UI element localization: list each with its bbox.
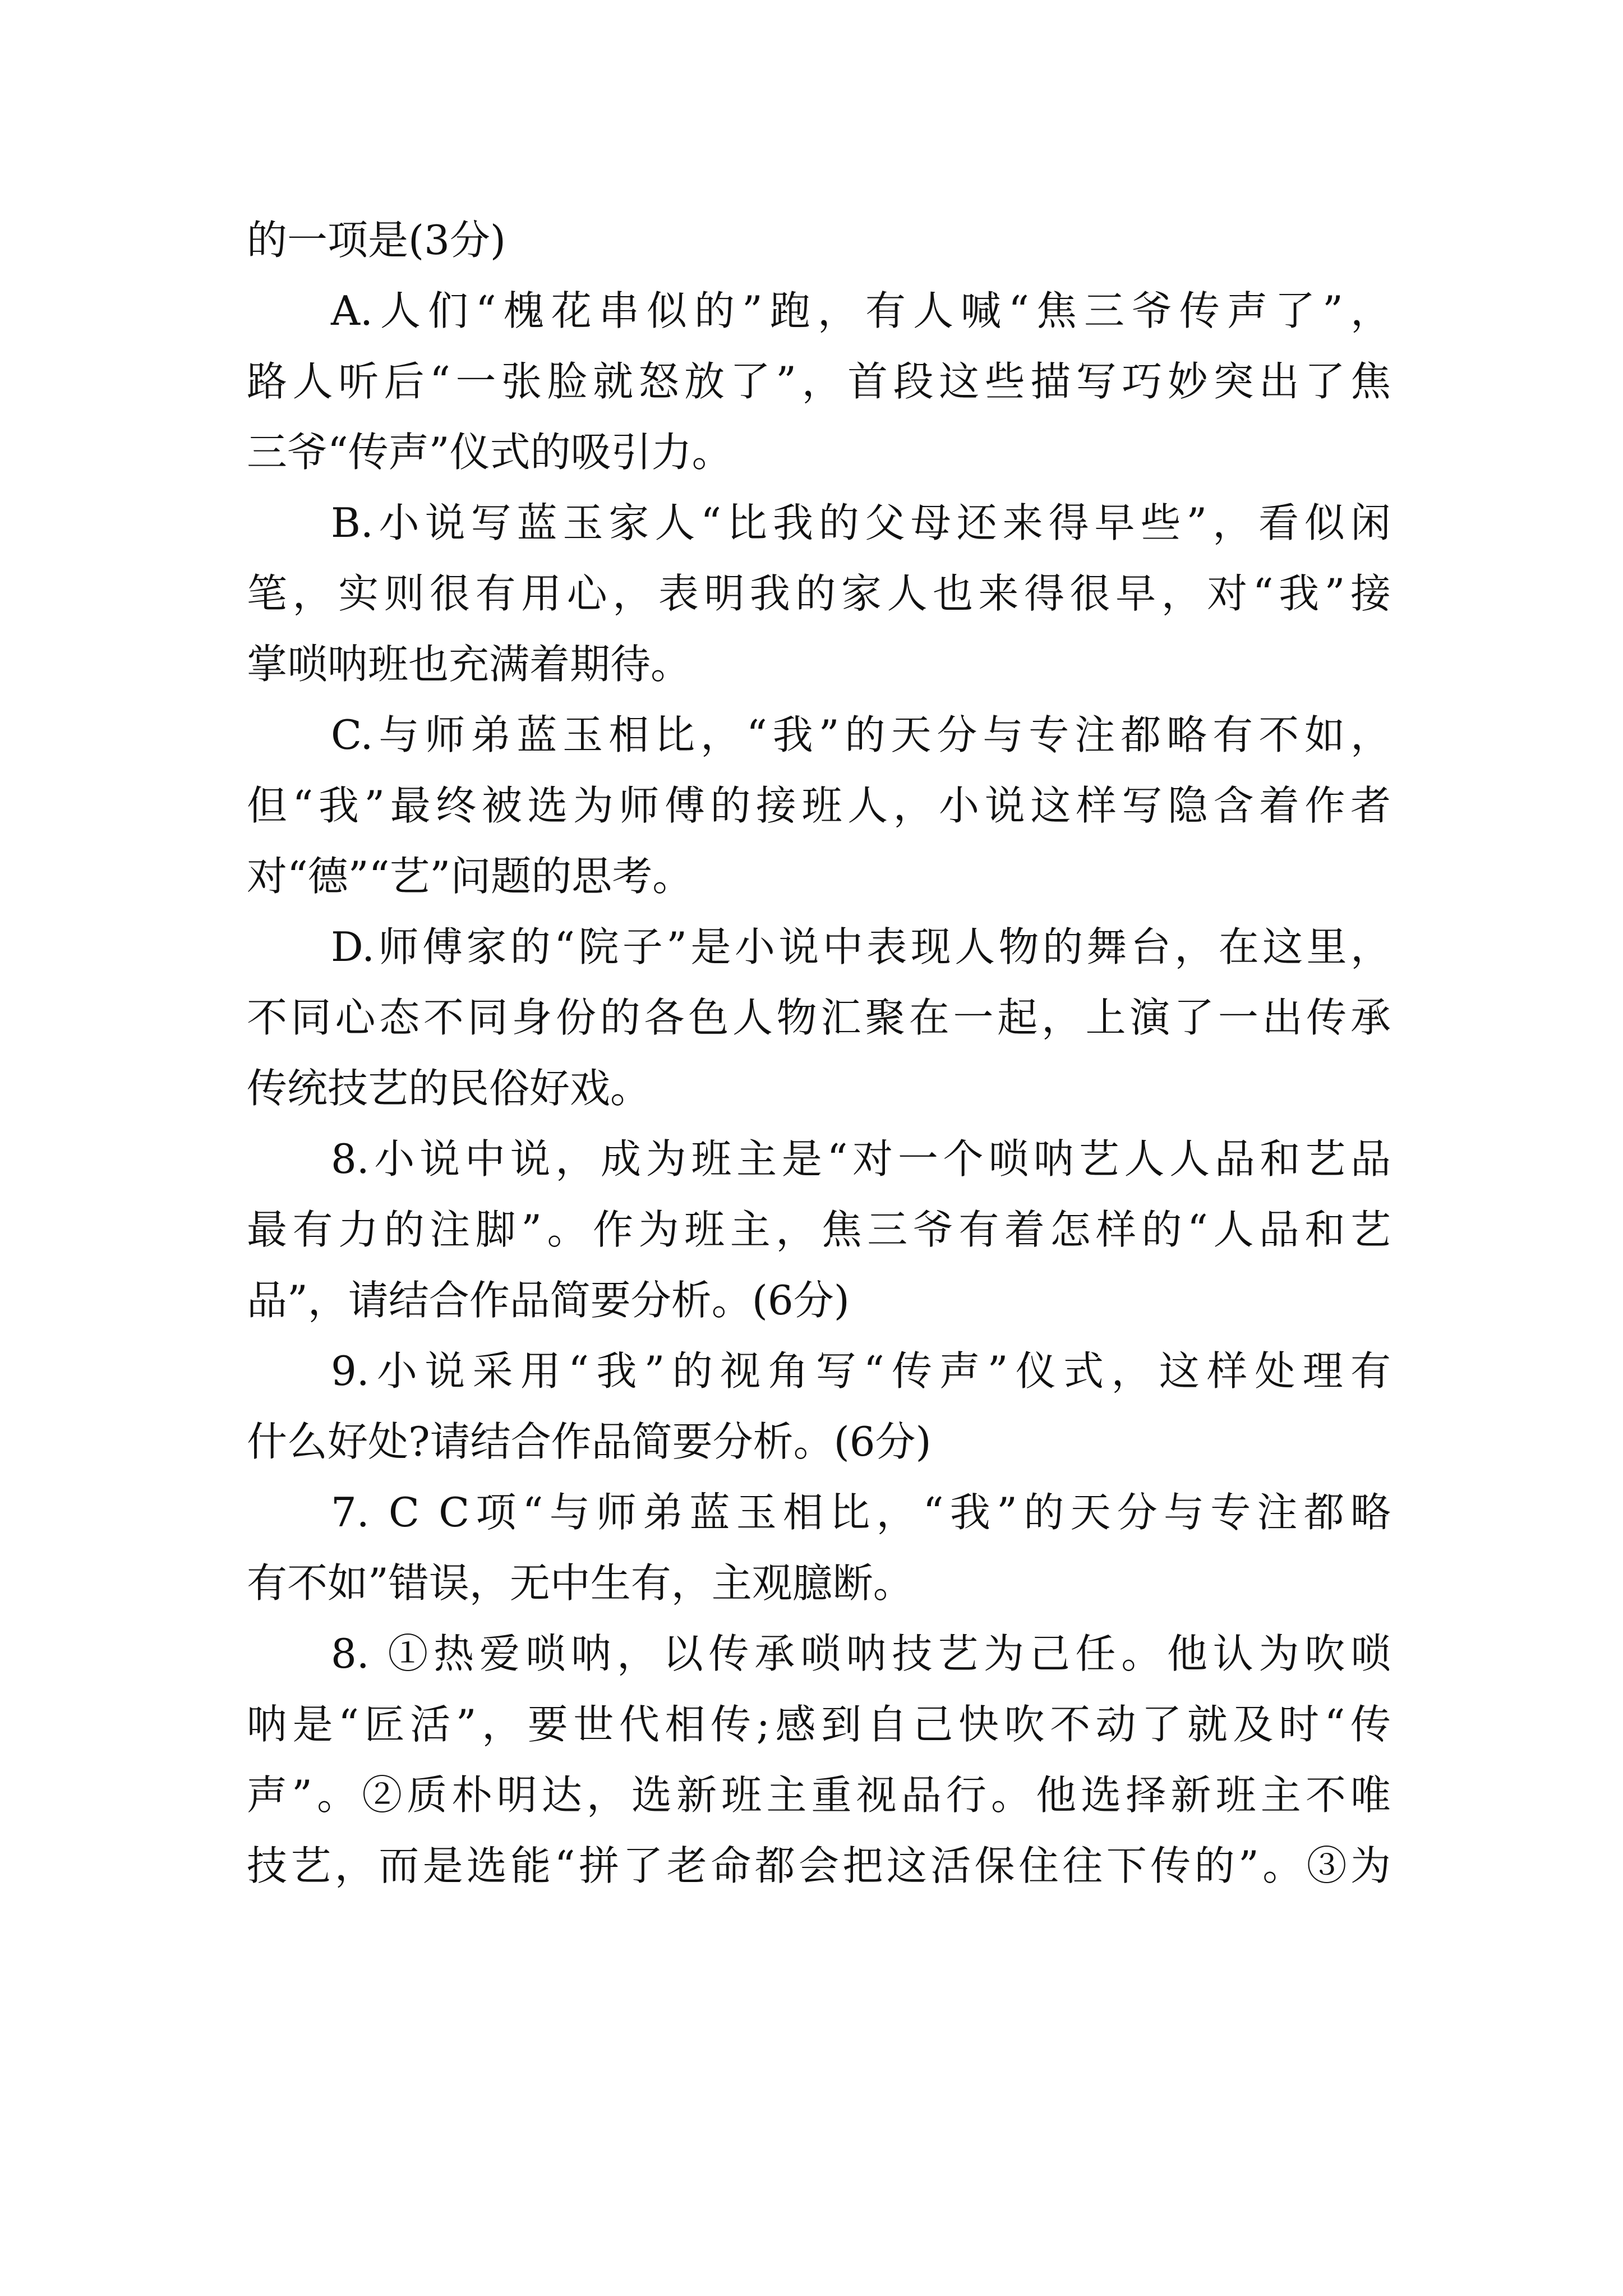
text-line: 不同心态不同身份的各色人物汇聚在一起，上演了一出传承 xyxy=(247,994,1391,1041)
text-line: 7. C C项“与师弟蓝玉相比，“我”的天分与专注都略 xyxy=(331,1489,1391,1536)
option-d xyxy=(247,912,1391,1124)
text-line: 掌唢呐班也充满着期待。 xyxy=(247,641,691,688)
text-line: 有不如”错误，无中生有，主观臆断。 xyxy=(247,1559,914,1607)
text-line: C.与师弟蓝玉相比，“我”的天分与专注都略有不如， xyxy=(331,711,1391,758)
text-line: 8. ①热爱唢呐，以传承唢呐技艺为己任。他认为吹唢 xyxy=(331,1630,1391,1677)
text-line: 声”。②质朴明达，选新班主重视品行。他选择新班主不唯 xyxy=(247,1772,1391,1819)
answer-8 xyxy=(247,1618,1391,1901)
text-line: A.人们“槐花串似的”跑，有人喊“焦三爷传声了”， xyxy=(331,287,1391,334)
document-page xyxy=(247,205,1391,1901)
option-b xyxy=(247,487,1391,700)
text-line: 8.小说中说，成为班主是“对一个唢呐艺人人品和艺品 xyxy=(331,1135,1391,1182)
text-line: 笔，实则很有用心，表明我的家人也来得很早，对“我”接 xyxy=(247,570,1391,617)
text-line: 但“我”最终被选为师傅的接班人，小说这样写隐含着作者 xyxy=(247,782,1391,829)
option-c xyxy=(247,700,1391,912)
text-line: 呐是“匠活”，要世代相传;感到自己快吹不动了就及时“传 xyxy=(247,1701,1391,1748)
text-line: 最有力的注脚”。作为班主，焦三爷有着怎样的“人品和艺 xyxy=(247,1206,1391,1253)
question-9 xyxy=(247,1336,1391,1477)
text-line: 传统技艺的民俗好戏。 xyxy=(247,1065,651,1112)
option-a xyxy=(247,275,1391,487)
text-line: 三爷“传声”仪式的吸引力。 xyxy=(247,429,732,476)
text-line: 9.小说采用“我”的视角写“传声”仪式，这样处理有 xyxy=(331,1347,1391,1395)
text-line: 对“德”“艺”问题的思考。 xyxy=(247,853,693,900)
text-line: 技艺，而是选能“拼了老命都会把这活保住往下传的”。③为 xyxy=(247,1842,1391,1889)
question-8 xyxy=(247,1124,1391,1336)
text-line: 的一项是(3分) xyxy=(247,217,506,264)
question-stem-continuation xyxy=(247,205,1391,275)
text-line: 品”，请结合作品简要分析。(6分) xyxy=(247,1277,850,1324)
text-line: 什么好处?请结合作品简要分析。(6分) xyxy=(247,1418,932,1465)
text-line: B.小说写蓝玉家人“比我的父母还来得早些”，看似闲 xyxy=(331,499,1391,546)
text-line: 路人听后“一张脸就怒放了”，首段这些描写巧妙突出了焦 xyxy=(247,358,1391,405)
answer-7 xyxy=(247,1477,1391,1618)
text-line: D.师傅家的“院子”是小说中表现人物的舞台，在这里， xyxy=(331,923,1391,970)
